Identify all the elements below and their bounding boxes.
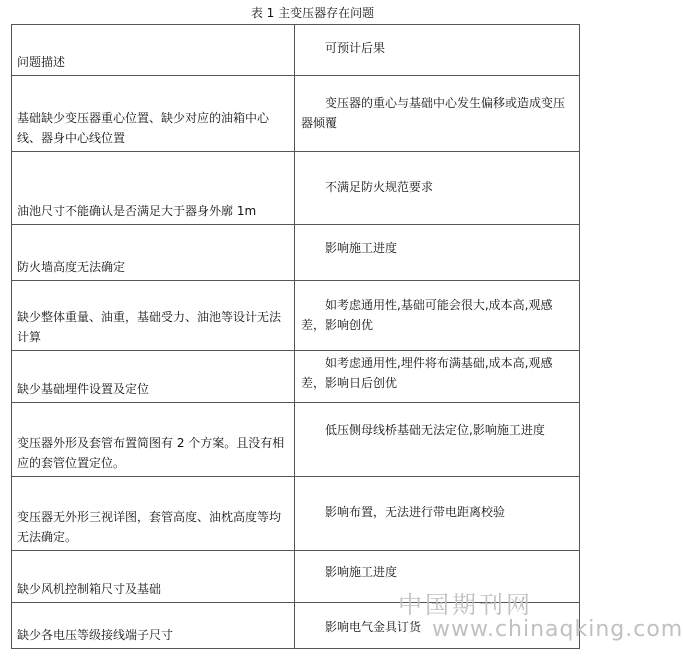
table-row (12, 477, 580, 551)
table-header-row (12, 25, 580, 76)
consequence-cell: 影响布置，无法进行带电距离校验 (295, 477, 580, 551)
table-row (12, 76, 580, 152)
problem-cell: 变压器外形及套管布置简图有 2 个方案。且没有相应的套管位置定位。 (12, 403, 295, 477)
problem-cell: 缺少整体重量、油重，基础受力、油池等设计无法计算 (12, 281, 295, 351)
problem-cell: 缺少基础埋件设置及定位 (12, 351, 295, 403)
header-consequence: 可预计后果 (295, 25, 580, 76)
problem-cell: 缺少风机控制箱尺寸及基础 (12, 551, 295, 603)
table-row (12, 351, 580, 403)
watermark-site-name: 中国期刊网 (398, 591, 533, 619)
consequence-cell: 影响电气金具订货 (295, 603, 580, 649)
table-row (12, 152, 580, 225)
consequence-cell: 变压器的重心与基础中心发生偏移或造成变压器倾覆 (295, 76, 580, 152)
consequence-cell: 低压侧母线桥基础无法定位,影响施工进度 (295, 403, 580, 477)
problem-cell: 基础缺少变压器重心位置、缺少对应的油箱中心线、器身中心线位置 (12, 76, 295, 152)
consequence-cell: 如考虑通用性,基础可能会很大,成本高,观感差，影响创优 (295, 281, 580, 351)
consequence-cell: 影响施工进度 (295, 551, 580, 603)
watermark-url: www.chinaqking.com (432, 617, 683, 642)
table-row (12, 281, 580, 351)
consequence-cell: 如考虑通用性,埋件将布满基础,成本高,观感差，影响日后创优 (295, 351, 580, 403)
header-problem: 问题描述 (12, 25, 295, 76)
transformer-issues-table (11, 24, 580, 649)
consequence-cell: 不满足防火规范要求 (295, 152, 580, 225)
table-row (12, 403, 580, 477)
table-caption: 表 1 主变压器存在问题 (250, 6, 375, 20)
table-row (12, 225, 580, 281)
table-row (12, 603, 580, 649)
problem-cell: 缺少各电压等级接线端子尺寸 (12, 603, 295, 649)
table-row (12, 551, 580, 603)
problem-cell: 油池尺寸不能确认是否满足大于器身外廓 1m (12, 152, 295, 225)
problem-cell: 防火墙高度无法确定 (12, 225, 295, 281)
consequence-cell: 影响施工进度 (295, 225, 580, 281)
problem-cell: 变压器无外形三视详图，套管高度、油枕高度等均无法确定。 (12, 477, 295, 551)
